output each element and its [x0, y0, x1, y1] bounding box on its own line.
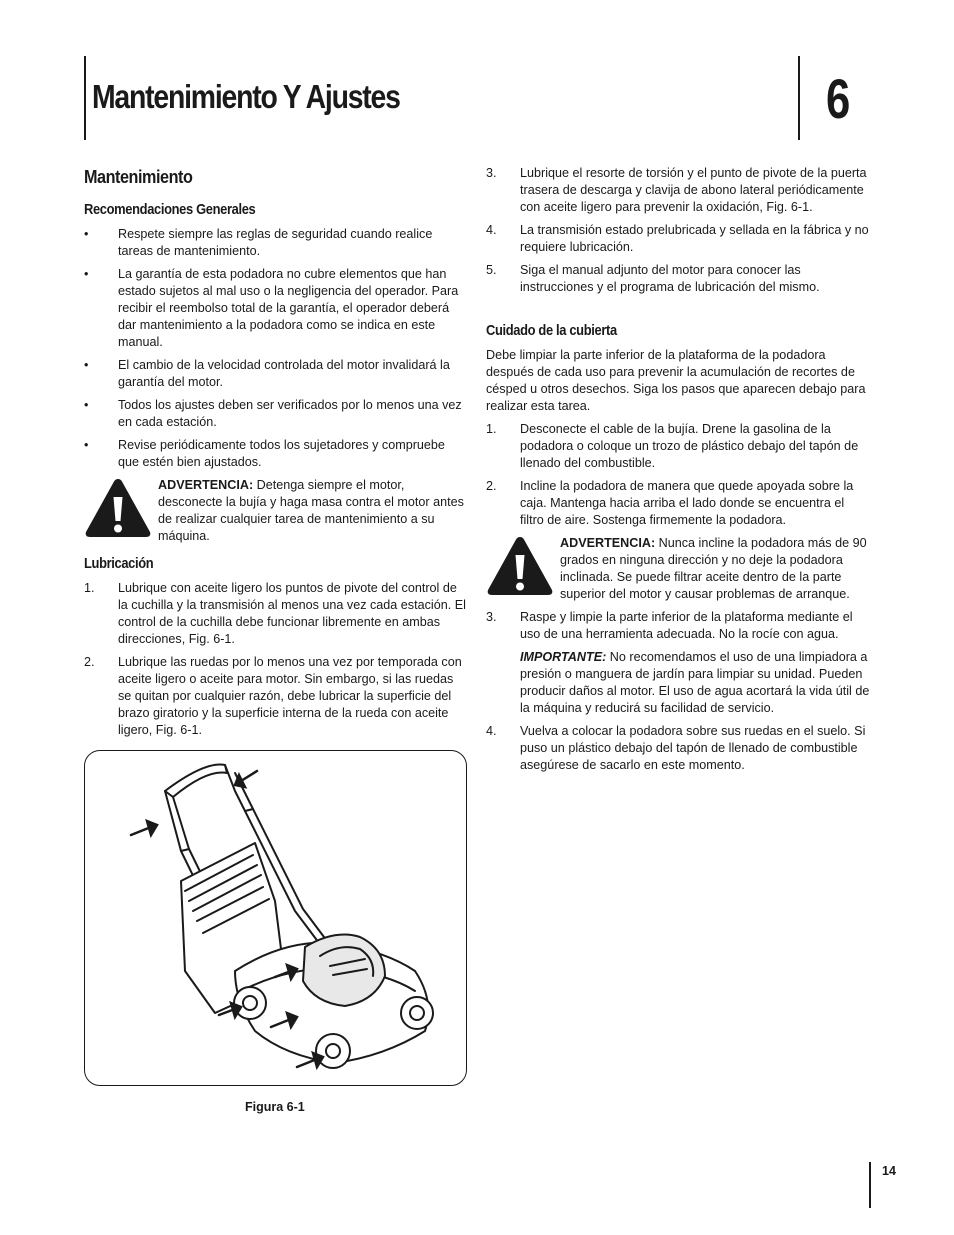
list-item [84, 580, 469, 648]
lubrication-steps-continued [486, 165, 870, 296]
warning-label: ADVERTENCIA: [560, 536, 656, 550]
bullet-mark: • [84, 398, 89, 412]
chapter-number: 6 [826, 67, 849, 130]
footer-rule [869, 1162, 871, 1208]
important-text: No recomendamos el uso de una limpiadora a presión o manguera de jardín para limpiar su unidad. Pueden producir daños al motor. El uso de agua acortará la vida útil de la máquina y reducirá su facilidad de servicio. [520, 650, 870, 715]
step-text: Raspe y limpie la parte inferior de la plataforma mediante el uso de una herramienta adecuada. No la rocíe con agua. [520, 610, 853, 641]
bullet-mark: • [84, 358, 89, 372]
list-item [486, 165, 870, 216]
step-text: Lubrique con aceite ligero los puntos de pivote del control de la cuchilla y la transmisión al menos una vez cada estación. El control de la cuchilla debe funcionar libremente en ambas direcciones, Fig. 6-1. [118, 581, 466, 646]
important-note [520, 649, 870, 717]
bullet-item [84, 226, 469, 260]
list-item [486, 262, 870, 296]
deck-care-body [486, 347, 870, 774]
warning-block [486, 535, 870, 603]
step-number: 3. [486, 610, 497, 624]
bullet-text: Todos los ajustes deben ser verificados por lo menos una vez en cada estación. [118, 398, 462, 429]
step-number: 3. [486, 166, 497, 180]
bullet-item [84, 357, 469, 391]
list-item [486, 421, 870, 472]
step-text: Lubrique el resorte de torsión y el punto de pivote de la puerta trasera de descarga y clavija de abono lateral periódicamente con aceite ligero para prevenir la oxidación, Fig. 6-1. [520, 166, 867, 214]
bullet-mark: • [84, 267, 89, 281]
bullet-item [84, 437, 469, 471]
step-number: 4. [486, 223, 497, 237]
warning-text: Detenga siempre el motor, desconecte la bujía y haga masa contra el motor antes de realizar cualquier tarea de mantenimiento a su máquina. [158, 478, 464, 543]
list-item [486, 723, 870, 774]
bullet-item [84, 266, 469, 351]
step-text: La transmisión estado prelubricada y sellada en la fábrica y no requiere lubricación. [520, 223, 869, 254]
page-title: Mantenimiento Y Ajustes [92, 78, 400, 115]
figure-caption: Figura 6-1 [245, 1100, 305, 1114]
bullet-mark: • [84, 438, 89, 452]
lubrication-steps [84, 580, 469, 739]
warning-block [84, 477, 469, 545]
bullet-text: El cambio de la velocidad controlada del motor invalidará la garantía del motor. [118, 358, 450, 389]
general-bullets [84, 226, 469, 545]
step-number: 1. [84, 581, 95, 595]
list-item [486, 478, 870, 529]
page-number: 14 [882, 1164, 896, 1178]
step-text: Siga el manual adjunto del motor para conocer las instrucciones y el programa de lubricación del mismo. [520, 263, 820, 294]
header-left-rule [84, 56, 86, 140]
step-text: Incline la podadora de manera que quede apoyada sobre la caja. Mantenga hacia arriba el lado donde se encuentra el filtro de aire. Sostenga firmemente la podadora. [520, 479, 854, 527]
figure-frame [84, 750, 467, 1086]
step-number: 1. [486, 422, 497, 436]
warning-text: Nunca incline la podadora más de 90 grados en ninguna dirección y no deje la podadora inclinada. Se puede filtrar aceite dentro de la parte superior del motor y causar problemas de arranque. [560, 536, 867, 601]
deck-intro: Debe limpiar la parte inferior de la plataforma de la podadora después de cada uso para prevenir la acumulación de recortes de césped u otros desechos. Siga los pasos que aparecen debajo para realizar esta tarea. [486, 348, 866, 413]
step-number: 2. [84, 655, 95, 669]
general-recommendations-heading: Recomendaciones Generales [84, 201, 256, 218]
warning-icon [84, 477, 152, 539]
lawn-mower-illustration [85, 751, 465, 1084]
step-text: Lubrique las ruedas por lo menos una vez por temporada con aceite ligero o aceite para motor. Sin embargo, si las ruedas se quitan por cualquier razón, debe lubricar la superficie del brazo giratorio y la superficie interna de la rueda con aceite ligero, Fig. 6-1. [118, 655, 462, 737]
header-right-rule [798, 56, 800, 140]
step-text: Vuelva a colocar la podadora sobre sus ruedas en el suelo. Si puso un plástico debajo del tapón de llenado de combustible asegúrese de sacarlo en este momento. [520, 724, 866, 772]
bullet-text: La garantía de esta podadora no cubre elementos que han estado sujetos al mal uso o la negligencia del operador. Para recibir el reembolso total de la garantía, el operador deberá dar mantenimiento a la podadora como se indica en este manual. [118, 267, 459, 349]
lubrication-heading: Lubricación [84, 555, 154, 572]
list-item [84, 654, 469, 739]
warning-label: ADVERTENCIA: [158, 478, 254, 492]
step-number: 2. [486, 479, 497, 493]
bullet-text: Revise periódicamente todos los sujetadores y compruebe que estén bien ajustados. [118, 438, 445, 469]
warning-icon [486, 535, 554, 597]
bullet-mark: • [84, 227, 89, 241]
list-item [486, 609, 870, 643]
step-text: Desconecte el cable de la bujía. Drene la gasolina de la podadora o coloque un trozo de plástico debajo del tapón de llenado del combustible. [520, 422, 859, 470]
important-label: IMPORTANTE: [520, 650, 607, 664]
step-number: 5. [486, 263, 497, 277]
bullet-item [84, 397, 469, 431]
list-item [486, 222, 870, 256]
deck-care-heading: Cuidado de la cubierta [486, 322, 617, 339]
bullet-text: Respete siempre las reglas de seguridad cuando realice tareas de mantenimiento. [118, 227, 433, 258]
section-heading: Mantenimiento [84, 167, 193, 187]
step-number: 4. [486, 724, 497, 738]
